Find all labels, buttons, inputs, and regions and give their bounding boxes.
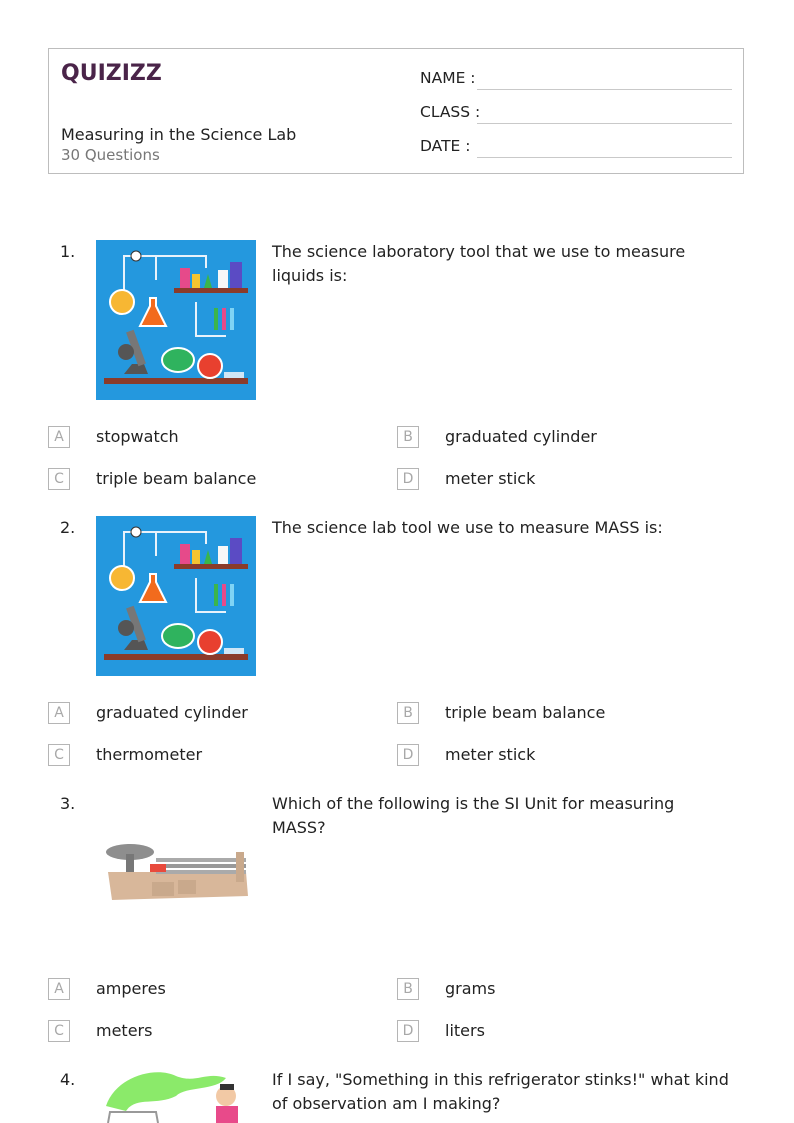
- question-4-number: 4.: [60, 1070, 76, 1089]
- question-2-text: The science lab tool we use to measure MASS is:: [272, 518, 663, 537]
- q1-option-c-letter[interactable]: C: [48, 468, 70, 490]
- question-count: 30 Questions: [61, 146, 160, 164]
- q3-option-c-text[interactable]: meters: [96, 1021, 153, 1040]
- date-label: DATE :: [420, 137, 471, 155]
- q3-option-a-text[interactable]: amperes: [96, 979, 166, 998]
- science-lab-illustration: [96, 240, 256, 400]
- class-field[interactable]: [420, 103, 480, 121]
- class-label: CLASS :: [420, 103, 481, 121]
- question-3-text: Which of the following is the SI Unit for measuring MASS?: [272, 794, 675, 837]
- q2-option-b-letter[interactable]: B: [397, 702, 419, 724]
- question-1-number: 1.: [60, 242, 76, 261]
- q2-option-b-text[interactable]: triple beam balance: [445, 703, 606, 722]
- name-field[interactable]: [420, 69, 476, 87]
- q3-option-d-letter[interactable]: D: [397, 1020, 419, 1042]
- date-field[interactable]: [420, 137, 470, 155]
- q2-option-d-text[interactable]: meter stick: [445, 745, 536, 764]
- triple-beam-balance-image: [96, 792, 256, 952]
- question-1-text: The science laboratory tool that we use to measure liquids is:: [272, 242, 686, 285]
- science-lab-illustration: [96, 516, 256, 676]
- class-line[interactable]: [477, 123, 732, 124]
- q2-option-a-letter[interactable]: A: [48, 702, 70, 724]
- q1-option-a-text[interactable]: stopwatch: [96, 427, 179, 446]
- q3-option-d-text[interactable]: liters: [445, 1021, 485, 1040]
- question-3-number: 3.: [60, 794, 76, 813]
- q1-option-a-letter[interactable]: A: [48, 426, 70, 448]
- q1-option-d-letter[interactable]: D: [397, 468, 419, 490]
- name-label: NAME :: [420, 69, 476, 87]
- q3-option-b-text[interactable]: grams: [445, 979, 496, 998]
- name-line[interactable]: [477, 89, 732, 90]
- q3-option-b-letter[interactable]: B: [397, 978, 419, 1000]
- q1-option-b-text[interactable]: graduated cylinder: [445, 427, 597, 446]
- question-4-text: If I say, "Something in this refrigerator stinks!" what kind of observation am I making?: [272, 1070, 729, 1113]
- q3-option-c-letter[interactable]: C: [48, 1020, 70, 1042]
- date-line[interactable]: [477, 157, 732, 158]
- worksheet-title: Measuring in the Science Lab: [61, 125, 297, 144]
- q2-option-d-letter[interactable]: D: [397, 744, 419, 766]
- q2-option-a-text[interactable]: graduated cylinder: [96, 703, 248, 722]
- question-2-number: 2.: [60, 518, 76, 537]
- q3-option-a-letter[interactable]: A: [48, 978, 70, 1000]
- q2-option-c-letter[interactable]: C: [48, 744, 70, 766]
- q1-option-d-text[interactable]: meter stick: [445, 469, 536, 488]
- worksheet-header: [48, 48, 744, 174]
- quizizz-logo: QUIZIZZ: [61, 61, 162, 86]
- q2-option-c-text[interactable]: thermometer: [96, 745, 203, 764]
- smelly-fridge-cartoon: [96, 1066, 256, 1123]
- q1-option-c-text[interactable]: triple beam balance: [96, 469, 257, 488]
- q1-option-b-letter[interactable]: B: [397, 426, 419, 448]
